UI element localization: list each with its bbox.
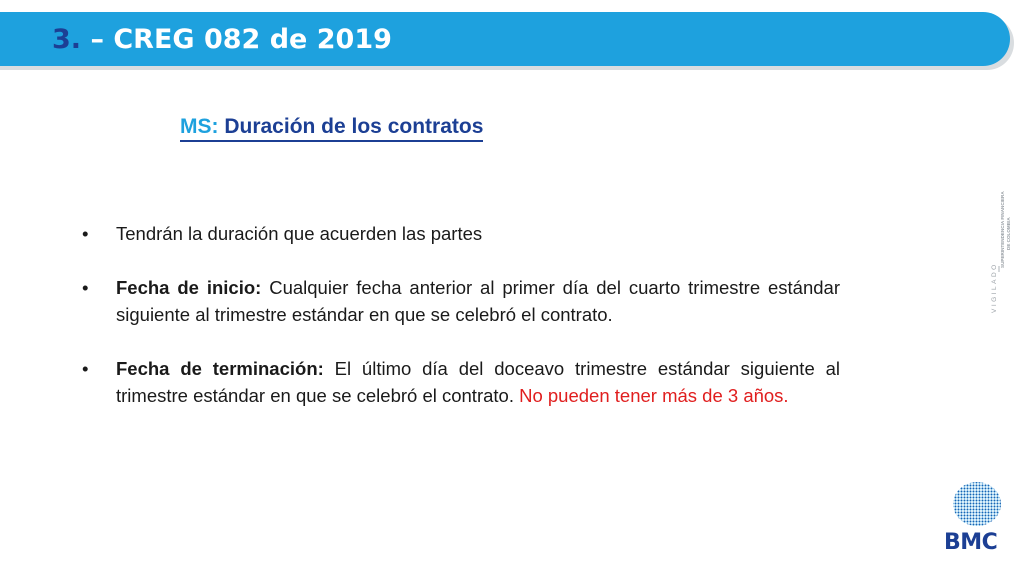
- bullet-item: [80, 220, 840, 247]
- vigilado-label: VIGILADO: [991, 262, 998, 313]
- vigilado-watermark: [986, 178, 1020, 318]
- bmc-logo-icon: [948, 478, 1008, 530]
- section-prefix: MS:: [180, 115, 219, 138]
- bullet-item: [80, 355, 840, 409]
- section-heading-text: Duración de los contratos: [218, 115, 484, 138]
- bmc-logo-text: BMC: [944, 530, 998, 555]
- bullet-text: El último día del doceavo trimestre estándar siguiente al trimestre estándar en que se celebró el contrato.: [116, 358, 840, 406]
- bullet-marker: •: [82, 277, 89, 298]
- bullet-highlight: No pueden tener más de 3 años.: [519, 385, 789, 406]
- vigilado-org-line1: SUPERINTENDENCIA FINANCIERA: [1000, 191, 1005, 268]
- section-heading: [180, 114, 483, 142]
- bullet-bold-label: Fecha de terminación:: [116, 358, 324, 379]
- slide-number: 3.: [52, 24, 82, 55]
- bullet-bold-label: Fecha de inicio:: [116, 277, 262, 298]
- vigilado-org-line2: DE COLOMBIA: [1006, 217, 1011, 250]
- bullet-text: Cualquier fecha anterior al primer día del cuarto trimestre estándar siguiente al trimestre estándar en que se celebró el contrato.: [116, 277, 840, 325]
- bullet-marker: •: [82, 358, 89, 379]
- slide-title: [52, 20, 392, 60]
- bullet-text: Tendrán la duración que acuerden las partes: [116, 223, 483, 244]
- bullet-list: [80, 220, 840, 436]
- bullet-marker: •: [82, 223, 89, 244]
- slide-title-text: – CREG 082 de 2019: [81, 24, 392, 55]
- bullet-item: [80, 274, 840, 328]
